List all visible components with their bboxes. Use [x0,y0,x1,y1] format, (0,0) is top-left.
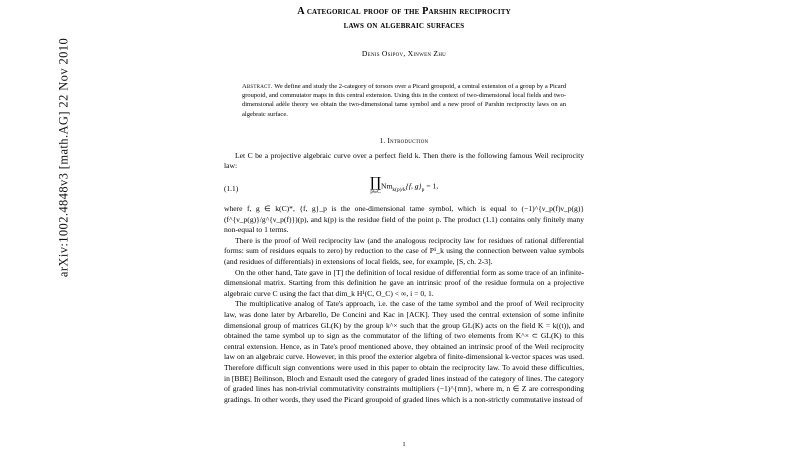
paragraph-3: There is the proof of Weil reciprocity law (and the analogous reciprocity law for residues of rational differential forms: sum of residues equals to zero) by reduction to the case of P¹_k using the connection between value symbols (and residues of differentials) in extensions of local fields, see, for example, [S, ch. 2-3]. [224,235,584,266]
paragraph-1: Let C be a projective algebraic curve over a perfect field k. Then there is the following famous Weil reciprocity law: [224,150,584,171]
arxiv-identifier-stamp: arXiv:1002.4848v3 [math.AG] 22 Nov 2010 [56,37,71,278]
norm-symbol: Nm [381,181,393,191]
abstract-block [242,82,566,119]
tame-symbol-braces: {f, g} [405,181,422,191]
equation-equals: = 1, [426,181,439,191]
page-title [224,5,584,32]
title-line-2: laws on algebraic surfaces [343,19,465,31]
body-text [224,151,584,405]
section-heading-introduction [224,137,584,145]
product-symbol: ∏ [369,175,382,191]
title-line-1: A categorical proof of the Parshin reciprocity [297,6,511,17]
paragraph-4: On the other hand, Tate gave in [T] the definition of local residue of differential form as some trace of an infinite-dimensional matrix. Starting from this definition he gave an intrinsic proof of the residue formula on a projective algebraic curve C using the fact that dim_k H¹(C, O_C) < ∞, i = 0, 1. [224,267,584,298]
page-number: 1 [402,441,406,448]
author-list: Denis Osipov, Xinwen Zhu [361,49,447,58]
paper-page [224,0,584,450]
paragraph-2: where f, g ∈ k(C)*, {f, g}_p is the one-dimensional tame symbol, which is equal to (−1)^{ν_p(f)ν_p(g)} (f^{ν_p(g)}/g^{ν_p(f)})(p), and k(p) is the residue field of the point p. The product (1.1) contains only finitely many non-equal to 1 terms. [224,204,584,235]
norm-subscript: k(p)/k [392,186,406,193]
equation-body [370,177,438,196]
abstract-text: We define and study the 2-category of torsors over a Picard groupoid, a central extension of a group by a Picard groupoid, and commutator maps in this central extension. Using this in the context of two-dimensional local fields and two-dimensional adèle theory we obtain the two-dimensional tame symbol and a new proof of Parshin reciprocity laws on an algebraic surface. [242,83,566,118]
product-subscript: p∈C [370,190,381,195]
brace-subscript: p [421,186,425,193]
section-number: 1. [379,136,386,145]
equation-tag: (1.1) [224,184,239,193]
section-title: Introduction [387,136,429,145]
product-operator [370,177,381,196]
display-equation-1-1 [224,177,584,199]
paragraph-5: The multiplicative analog of Tate's approach, i.e. the case of the tame symbol and the proof of Weil reciprocity law, was done later by Arbarello, De Concini and Kac in [ACK]. They used the central extension of some infinite dimensional group of matrices GL(K) by the group k^× such that the group GL(K) acts on the field K = k((t)), and obtained the tame symbol up to sign as the commutator of the lifting of two elements from K^× ⊂ GL(K) to this central extension. Hence, as in Tate's proof mentioned above, they obtained an intrinsic proof of the Weil reciprocity law on an algebraic curve. However, in this proof the exterior algebra of finite-dimensional k-vector spaces was used. Therefore difficult sign conventions were used in this paper to obtain the reciprocity law. To avoid these difficulties, in [BBE] Beilinson, Bloch and Esnault used the category of graded lines instead of the category of lines. The category of graded lines has non-trivial commutativity constraints multipliers (−1)^{mn}, where m, n ∈ Z are corresponding gradings. In other words, they used the Picard groupoid of graded lines which is a non-strictly commutative instead of [224,299,584,404]
abstract-heading: Abstract. [242,83,273,90]
